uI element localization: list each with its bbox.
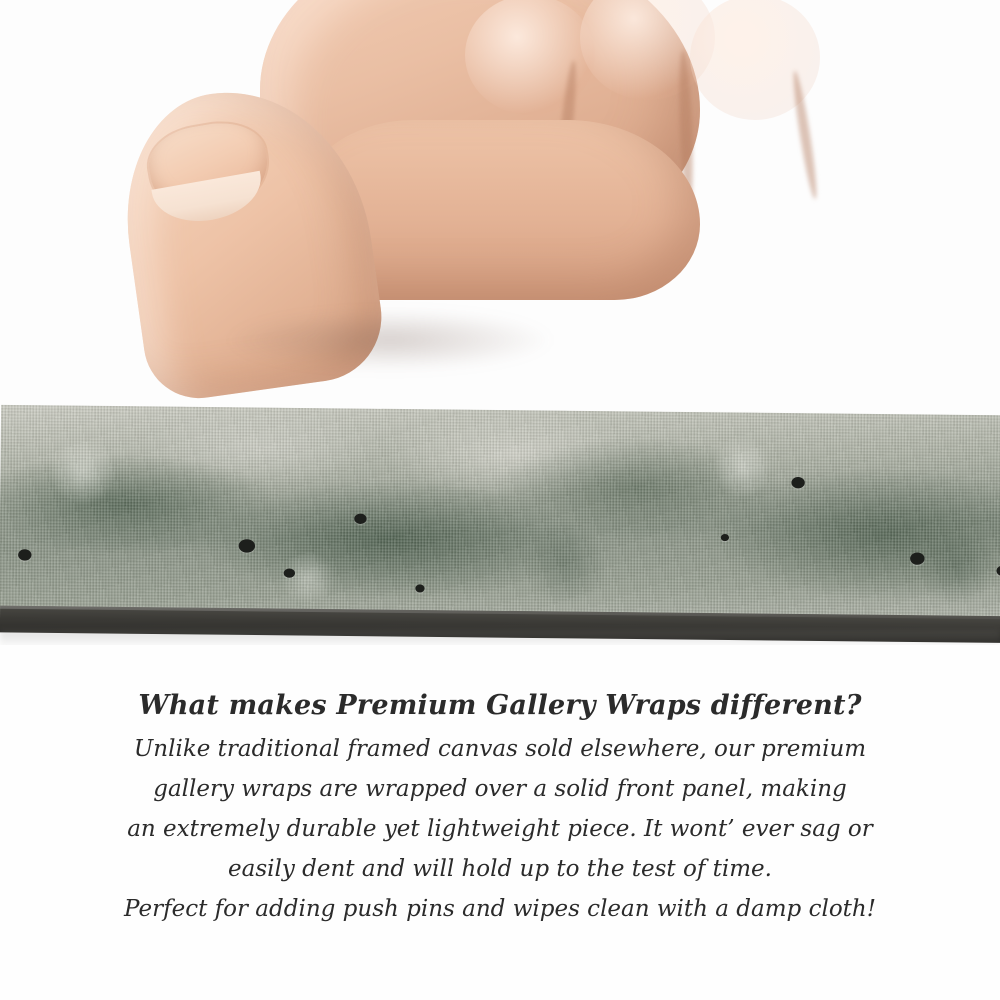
caption-line: Perfect for adding push pins and wipes clean with a damp cloth!	[124, 896, 876, 922]
canvas-speck	[354, 514, 366, 524]
caption-body	[0, 729, 1000, 929]
hand-contact-shadow	[230, 310, 550, 370]
canvas-speck	[791, 477, 805, 488]
canvas-speck	[284, 568, 295, 577]
canvas-weave-texture	[0, 405, 1000, 634]
canvas-speck	[910, 552, 925, 565]
canvas-speck	[18, 549, 32, 560]
caption-heading: What makes Premium Gallery Wraps different?	[138, 690, 862, 721]
canvas-speck	[721, 534, 729, 541]
caption-line: Unlike traditional framed canvas sold elsewhere, our premium	[133, 736, 867, 762]
canvas-speck	[239, 539, 256, 553]
canvas-speck	[415, 584, 424, 592]
caption-line: easily dent and will hold up to the test of time.	[228, 856, 772, 882]
canvas-wrap-face	[0, 405, 1000, 634]
knuckle-1	[465, 0, 595, 115]
caption-line: gallery wraps are wrapped over a solid front panel, making	[153, 776, 847, 802]
hand-illustration	[110, 0, 710, 430]
caption-block	[0, 690, 1000, 929]
canvas-drop-shadow	[0, 630, 1000, 645]
caption-line: an extremely durable yet lightweight piece. It wont’ ever sag or	[127, 816, 873, 842]
